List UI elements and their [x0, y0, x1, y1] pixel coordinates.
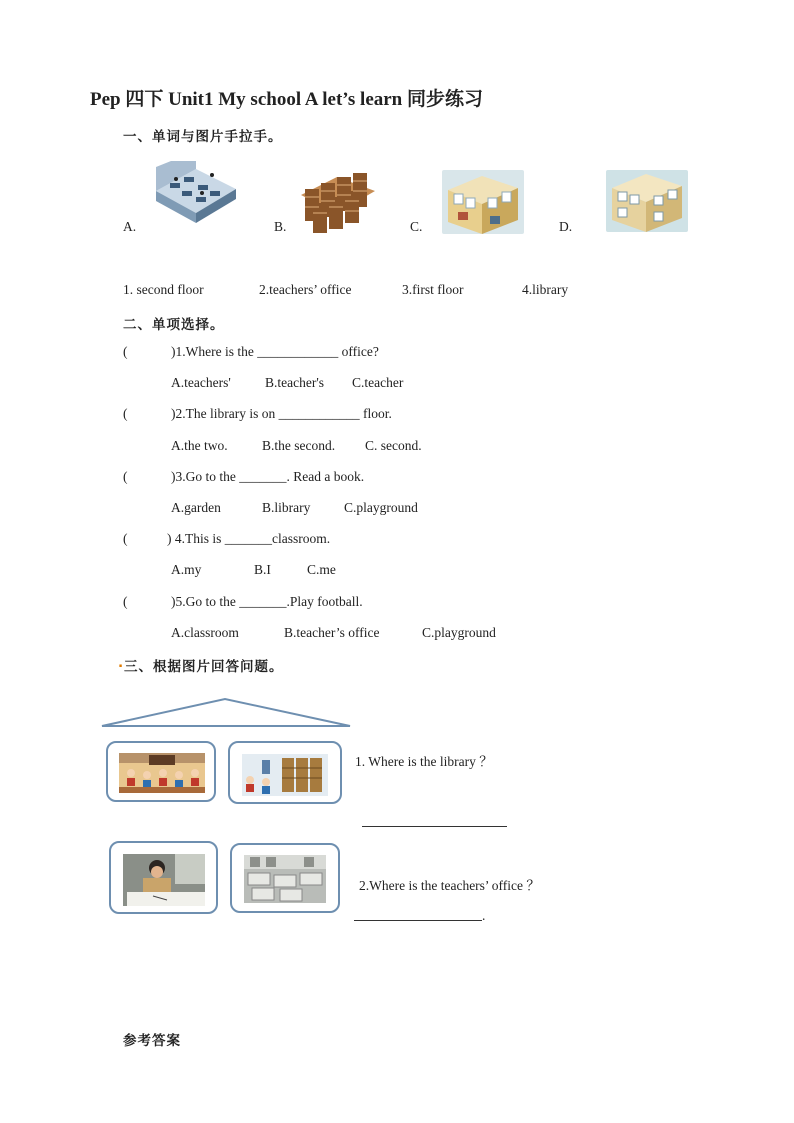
building-floor-picture-d	[606, 170, 688, 232]
section3-heading: 三、根据图片回答问题。	[124, 659, 284, 675]
answer-question-1: 1. Where is the library ？	[355, 754, 493, 769]
picture-label-c: C.	[410, 219, 423, 234]
answer-line-2[interactable]	[354, 920, 482, 921]
question-3: )3.Go to the _______. Read a book.	[171, 469, 365, 484]
question-1-option-c: C.teacher	[352, 375, 404, 390]
question-2: )2.The library is on ____________ floor.	[171, 406, 392, 421]
question-4-option-a: A.my	[171, 562, 202, 577]
question-3-option-c: C.playground	[344, 500, 418, 515]
question-3-option-a: A.garden	[171, 500, 221, 515]
question-5-option-a: A.classroom	[171, 625, 239, 640]
question-4-option-b: B.I	[254, 562, 271, 577]
question-1-option-b: B.teacher's	[265, 375, 325, 390]
reference-answers-heading: 参考答案	[123, 1033, 181, 1049]
picture-label-b: B.	[274, 219, 287, 234]
teacher-photo	[123, 854, 205, 906]
section2-heading: 二、单项选择。	[123, 317, 225, 333]
question-5-option-c: C.playground	[422, 625, 496, 640]
library-photo	[242, 754, 328, 796]
question-5-option-b: B.teacher’s office	[284, 625, 380, 640]
question-4-option-c: C.me	[307, 562, 336, 577]
question-4-paren: (	[123, 531, 128, 546]
office-photo	[244, 855, 326, 903]
question-2-option-b: B.the second.	[262, 438, 336, 453]
answer-question-2: 2.Where is the teachers’ office ？	[359, 878, 540, 893]
answer-line-2-period: .	[482, 908, 486, 923]
section1-heading: 一、单词与图片手拉手。	[123, 129, 283, 145]
page-title: Pep 四下 Unit1 My school A let’s learn 同步练习	[90, 89, 483, 110]
answer-line-1[interactable]	[362, 826, 507, 827]
school-roof-outline	[100, 696, 352, 728]
library-picture	[297, 167, 379, 235]
picture-label-a: A.	[123, 219, 137, 234]
question-1-paren: (	[123, 344, 128, 359]
question-1-option-a: A.teachers'	[171, 375, 231, 390]
question-2-option-a: A.the two.	[171, 438, 228, 453]
question-4: ) 4.This is _______classroom.	[167, 531, 331, 546]
picture-label-d: D.	[559, 219, 573, 234]
section3-dot: .	[118, 655, 125, 671]
question-5-paren: (	[123, 594, 128, 609]
question-2-paren: (	[123, 406, 128, 421]
question-3-paren: (	[123, 469, 128, 484]
building-floor-picture-c	[442, 170, 524, 234]
question-2-option-c: C. second.	[365, 438, 422, 453]
word-3: 3.first floor	[402, 282, 464, 297]
word-2: 2.teachers’ office	[259, 282, 352, 297]
classroom-picture	[152, 161, 240, 231]
question-3-option-b: B.library	[262, 500, 311, 515]
word-4: 4.library	[522, 282, 569, 297]
question-5: )5.Go to the _______.Play football.	[171, 594, 363, 609]
word-1: 1. second floor	[123, 282, 204, 297]
classroom-photo	[119, 753, 205, 793]
question-1: )1.Where is the ____________ office?	[171, 344, 379, 359]
